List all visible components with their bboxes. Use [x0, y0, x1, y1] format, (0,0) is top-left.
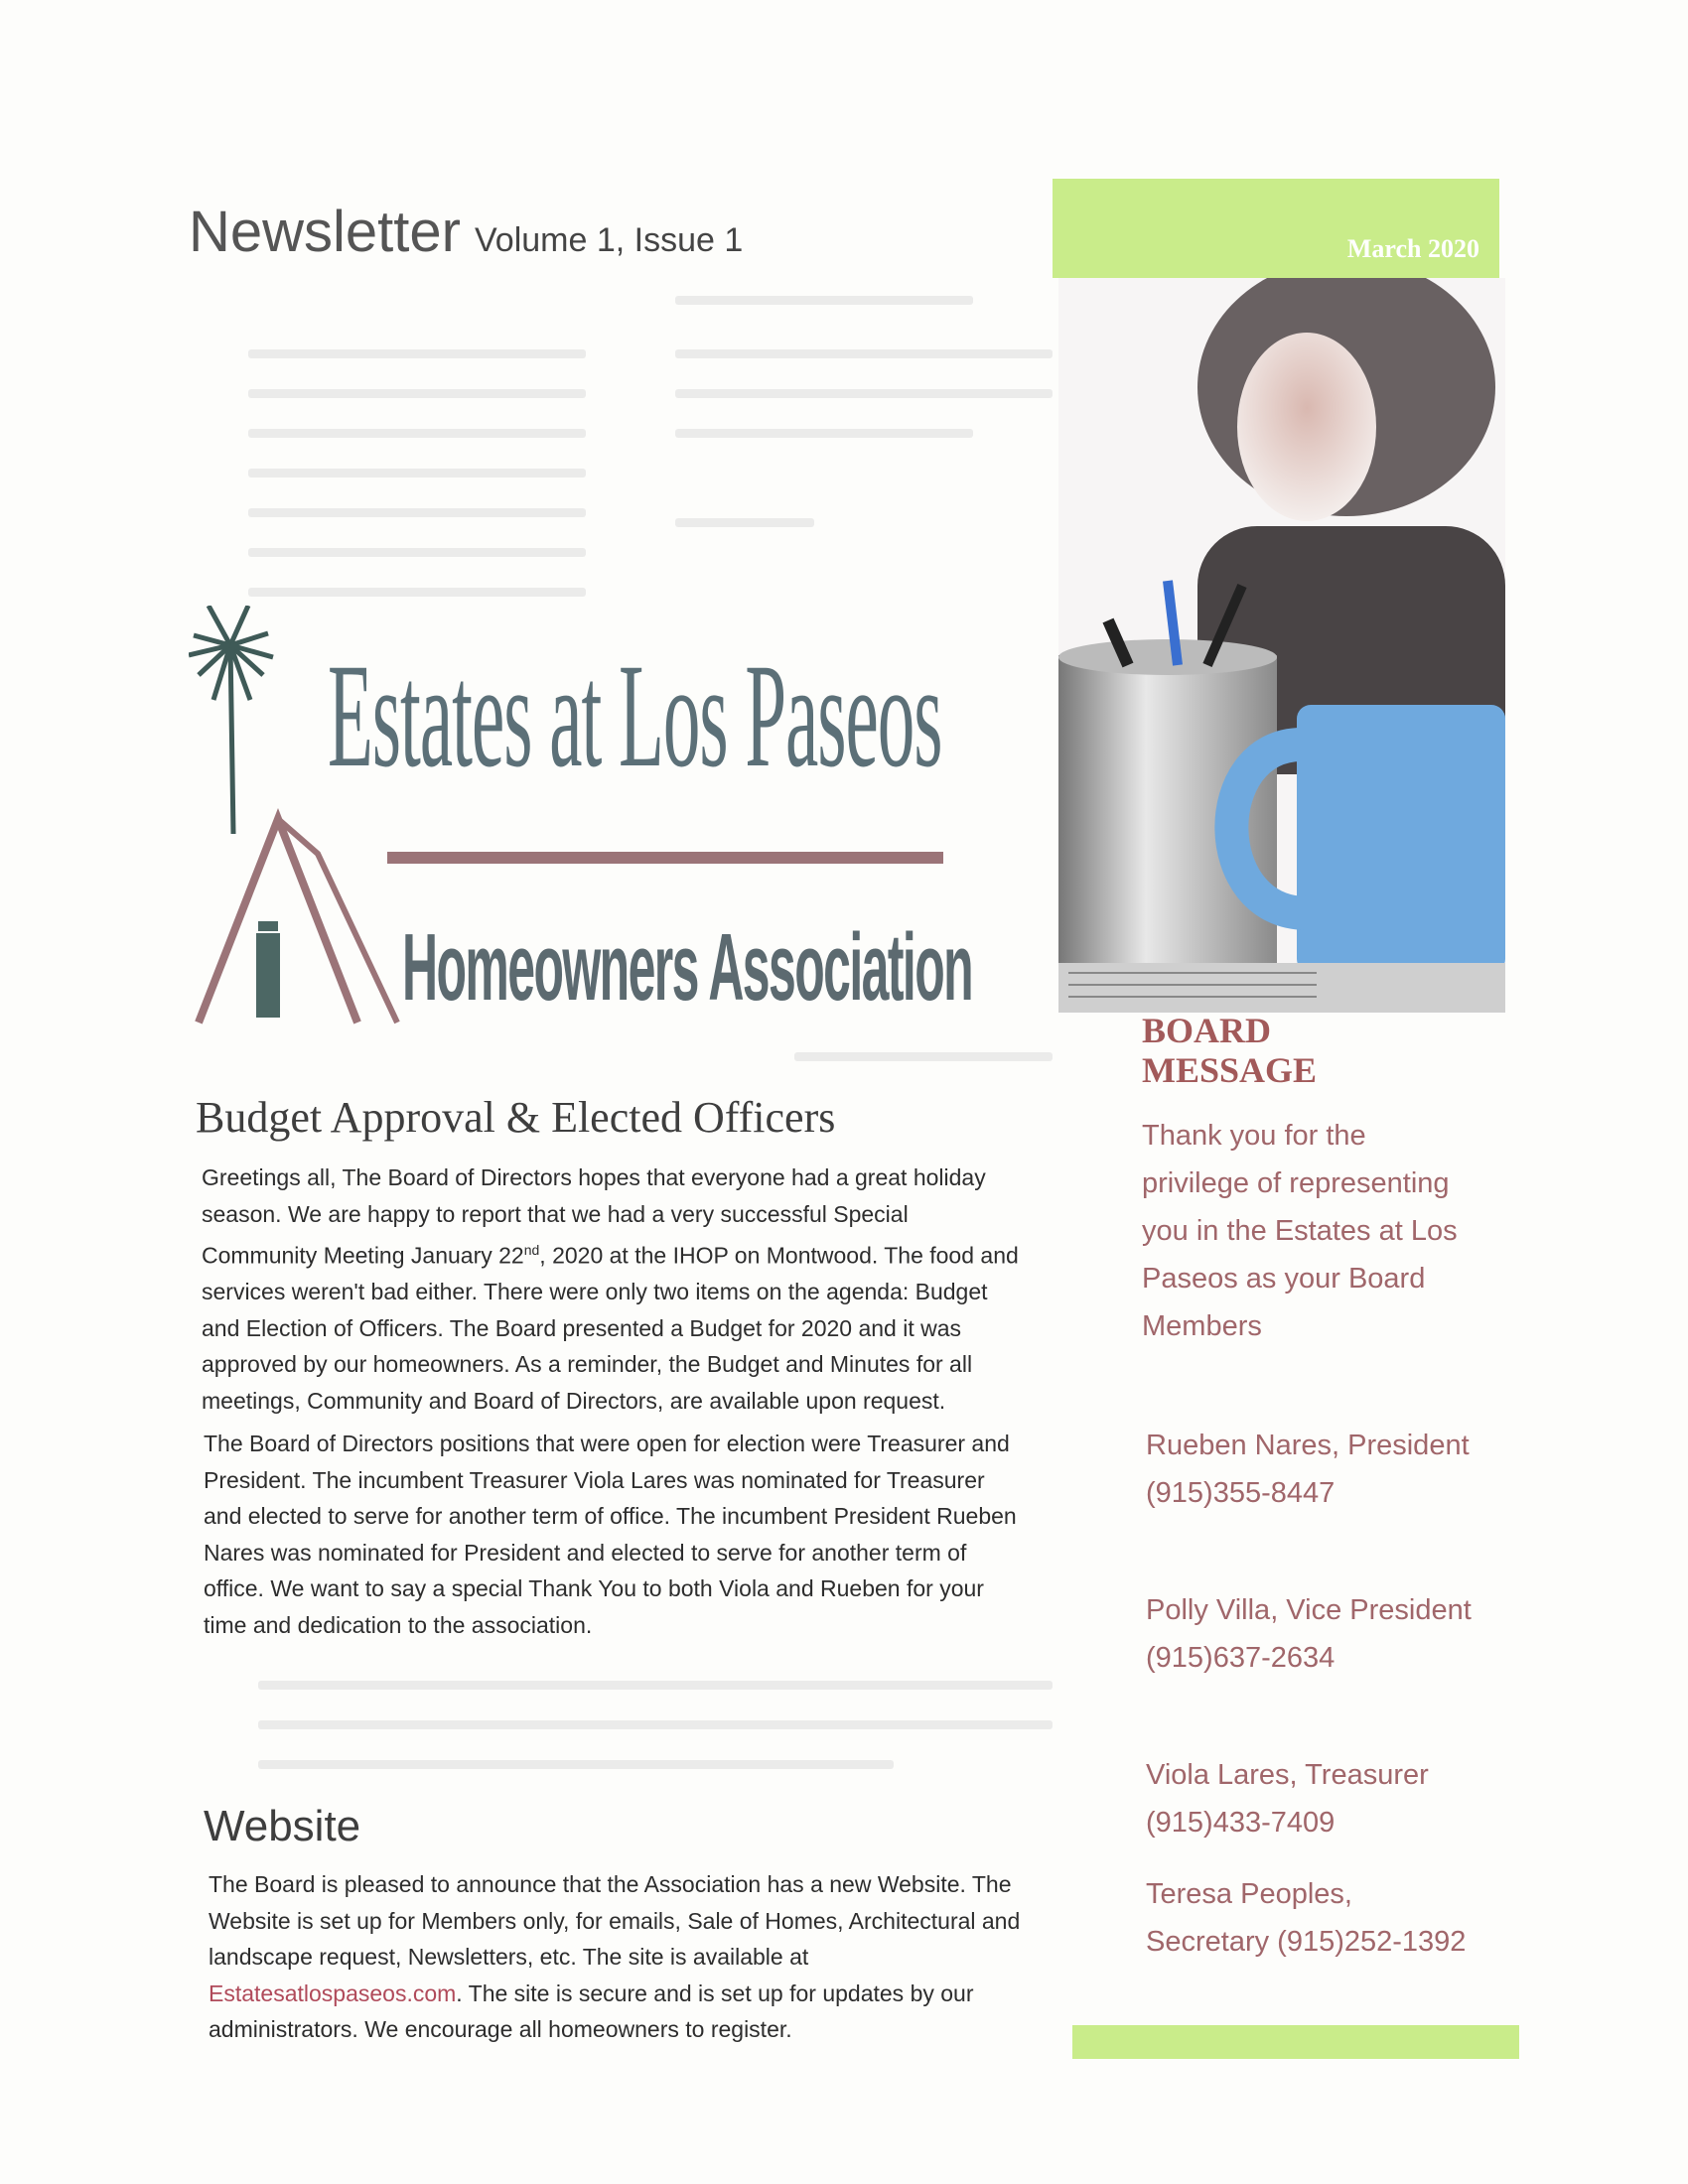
website-paragraph: The Board is pleased to announce that the Association has a new Website. The Website is set up for Members only, for emails, Sale of Homes, Architectural and landscape request, Newsletters, etc. The site is available at Estatesatlospaseos.com. The site is secure and is set up for updates by our administrators. We encourage all homeowners to register.: [209, 1871, 1021, 2042]
contact-secretary: Teresa Peoples, Secretary (915)252-1392: [1146, 1878, 1467, 1958]
contact-president: Rueben Nares, President (915)355-8447: [1146, 1430, 1470, 1509]
masthead: [189, 199, 743, 265]
sidebar-bottom-band: [1072, 2025, 1519, 2059]
logo-divider: [387, 852, 943, 864]
newsletter-title: Newsletter: [189, 200, 461, 264]
logo-title: Estates at Los Paseos: [328, 633, 942, 798]
sidebar-photo: [1058, 278, 1505, 1013]
budget-paragraph-1: Greetings all, The Board of Directors hopes that everyone had a great holiday season. We are happy to report that we had a very successful Special Community Meeting January 22nd, 2020 at the IHOP on Montwood. The food and services weren't bad either. There were only two items on the agenda: Budget and Election of Officers. The Board presented a Budget for 2020 and it was approved by our homeowners. As a reminder, the Budget and Minutes for all meetings, Community and Board of Directors, are available upon request.: [202, 1164, 1019, 1414]
desk-photo-image: [1058, 278, 1505, 1013]
logo-subtitle: Homeowners Association: [402, 914, 973, 1021]
website-article-heading: Website: [204, 1802, 361, 1850]
contact-vice-president: Polly Villa, Vice President (915)637-2634: [1146, 1594, 1472, 1674]
budget-paragraph-2: The Board of Directors positions that were open for election were Treasurer and President. The incumbent Treasurer Viola Lares was nominated for Treasurer and elected to serve for another term of office. The incumbent President Rueben Nares was nominated for President and elected to serve for another term of office. We want to say a special Thank You to both Viola and Rueben for your time and dedication to the association.: [204, 1431, 1017, 1638]
contact-treasurer: Viola Lares, Treasurer (915)433-7409: [1146, 1759, 1429, 1839]
board-message-heading: BOARD MESSAGE: [1142, 1011, 1318, 1090]
website-link[interactable]: Estatesatlospaseos.com: [209, 1979, 457, 2006]
board-message-text: Thank you for the privilege of representing you in the Estates at Los Paseos as your Board Members: [1142, 1120, 1458, 1342]
budget-article-heading: Budget Approval & Elected Officers: [196, 1093, 836, 1142]
issue-label: Volume 1, Issue 1: [474, 221, 744, 259]
issue-date: March 2020: [1346, 234, 1479, 263]
